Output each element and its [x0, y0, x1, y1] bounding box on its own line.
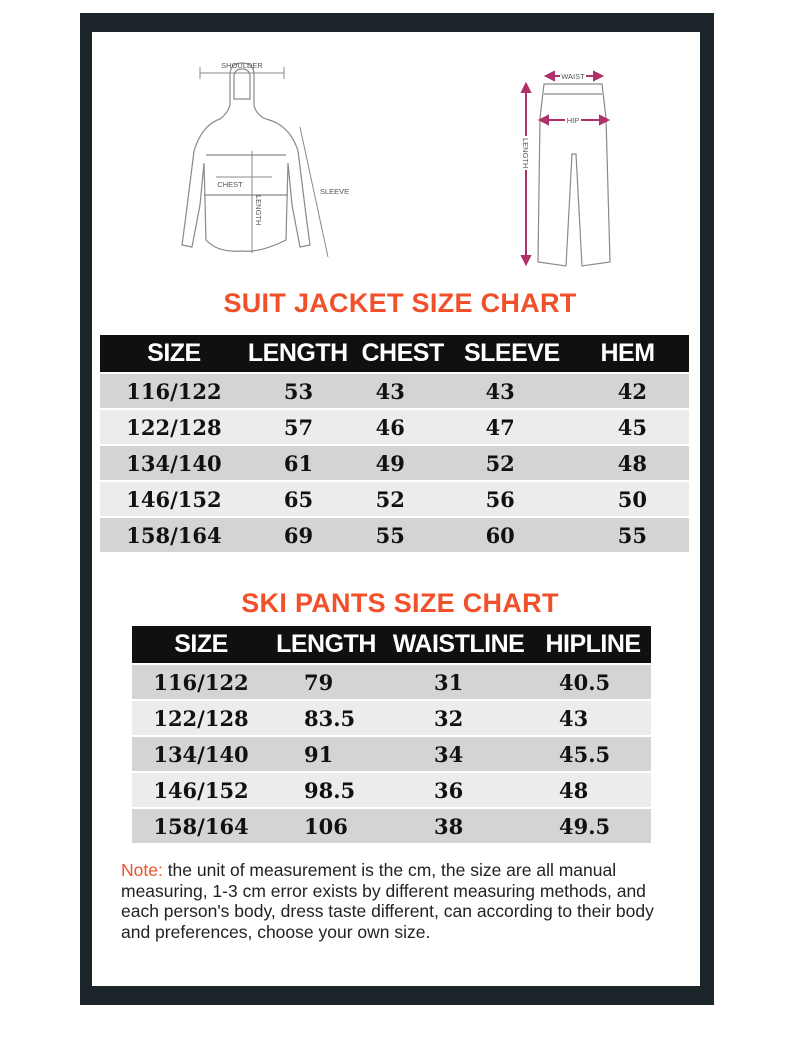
table-row	[100, 516, 689, 552]
pants-header-cell: SIZE	[132, 626, 270, 663]
jacket-header-cell: CHEST	[348, 335, 458, 372]
pants-table-cell: 122/128	[132, 699, 270, 735]
pants-header-cell: HIPLINE	[535, 626, 651, 663]
jacket-table-cell: 158/164	[100, 516, 248, 552]
table-row	[100, 444, 689, 480]
jacket-header-cell: LENGTH	[248, 335, 348, 372]
sleeve-label: SLEEVE	[320, 187, 350, 196]
table-row	[132, 663, 651, 699]
table-row	[100, 480, 689, 516]
pants-table-cell: 91	[270, 735, 382, 771]
pants-header-cell: WAISTLINE	[382, 626, 535, 663]
jacket-table-cell: 61	[248, 444, 348, 480]
length-label: LENGTH	[254, 195, 263, 226]
jacket-table-cell: 116/122	[100, 372, 248, 408]
jacket-table-cell: 69	[248, 516, 348, 552]
jacket-table-cell: 52	[458, 444, 566, 480]
pants-size-table	[132, 626, 651, 843]
pants-table-cell: 106	[270, 807, 382, 843]
jacket-table-cell: 60	[458, 516, 566, 552]
jacket-table-body	[100, 372, 689, 552]
jacket-table-cell: 122/128	[100, 408, 248, 444]
pants-table-cell: 40.5	[535, 663, 651, 699]
pants-table-cell: 116/122	[132, 663, 270, 699]
pants-header-cell: LENGTH	[270, 626, 382, 663]
table-row	[100, 408, 689, 444]
jacket-header-row	[100, 335, 689, 372]
jacket-table-cell: 43	[458, 372, 566, 408]
jacket-table-cell: 43	[348, 372, 458, 408]
pants-table-cell: 49.5	[535, 807, 651, 843]
pants-length-label: LENGTH	[521, 138, 530, 169]
jacket-table-cell: 57	[248, 408, 348, 444]
note-text: the unit of measurement is the cm, the size are all manual measuring, 1-3 cm error exists by different measuring methods, and each person's body, dress taste different, can according to their body and preferences, choose your own size.	[121, 860, 654, 942]
measurement-note	[121, 860, 681, 942]
pants-table-cell: 98.5	[270, 771, 382, 807]
pants-table-cell: 83.5	[270, 699, 382, 735]
jacket-table-cell: 55	[566, 516, 689, 552]
jacket-table-cell: 47	[458, 408, 566, 444]
pants-table-cell: 36	[382, 771, 535, 807]
pants-table-cell: 45.5	[535, 735, 651, 771]
shoulder-label: SHOULDER	[221, 61, 263, 70]
hip-label: HIP	[566, 116, 580, 125]
jacket-table-cell: 65	[248, 480, 348, 516]
jacket-header-cell: HEM	[566, 335, 689, 372]
jacket-diagram	[160, 55, 360, 270]
jacket-table-cell: 55	[348, 516, 458, 552]
pants-table-cell: 38	[382, 807, 535, 843]
note-label: Note:	[121, 860, 163, 880]
jacket-table-cell: 45	[566, 408, 689, 444]
pants-table-cell: 43	[535, 699, 651, 735]
pants-table-cell: 134/140	[132, 735, 270, 771]
pants-table-cell: 34	[382, 735, 535, 771]
jacket-table-cell: 146/152	[100, 480, 248, 516]
waist-label: WAIST	[561, 72, 585, 81]
pants-table-cell: 146/152	[132, 771, 270, 807]
pants-table-cell: 32	[382, 699, 535, 735]
table-row	[132, 699, 651, 735]
jacket-table-cell: 134/140	[100, 444, 248, 480]
pants-table-cell: 158/164	[132, 807, 270, 843]
jacket-header-cell: SIZE	[100, 335, 248, 372]
table-row	[132, 771, 651, 807]
jacket-table-cell: 50	[566, 480, 689, 516]
pants-header-row	[132, 626, 651, 663]
table-row	[132, 807, 651, 843]
jacket-header-cell: SLEEVE	[458, 335, 566, 372]
pants-table-cell: 31	[382, 663, 535, 699]
pants-table-body	[132, 663, 651, 843]
jacket-table-cell: 48	[566, 444, 689, 480]
pants-table-cell: 79	[270, 663, 382, 699]
jacket-size-table	[100, 335, 689, 552]
table-row	[100, 372, 689, 408]
jacket-table-cell: 56	[458, 480, 566, 516]
pants-chart-title: SKI PANTS SIZE CHART	[241, 588, 559, 618]
jacket-table-cell: 53	[248, 372, 348, 408]
table-row	[132, 735, 651, 771]
pants-table-cell: 48	[535, 771, 651, 807]
jacket-table-cell: 49	[348, 444, 458, 480]
pants-diagram	[510, 62, 630, 272]
jacket-table-cell: 46	[348, 408, 458, 444]
jacket-table-cell: 52	[348, 480, 458, 516]
chest-label: CHEST	[217, 180, 243, 189]
jacket-table-cell: 42	[566, 372, 689, 408]
jacket-chart-title: SUIT JACKET SIZE CHART	[223, 288, 577, 318]
